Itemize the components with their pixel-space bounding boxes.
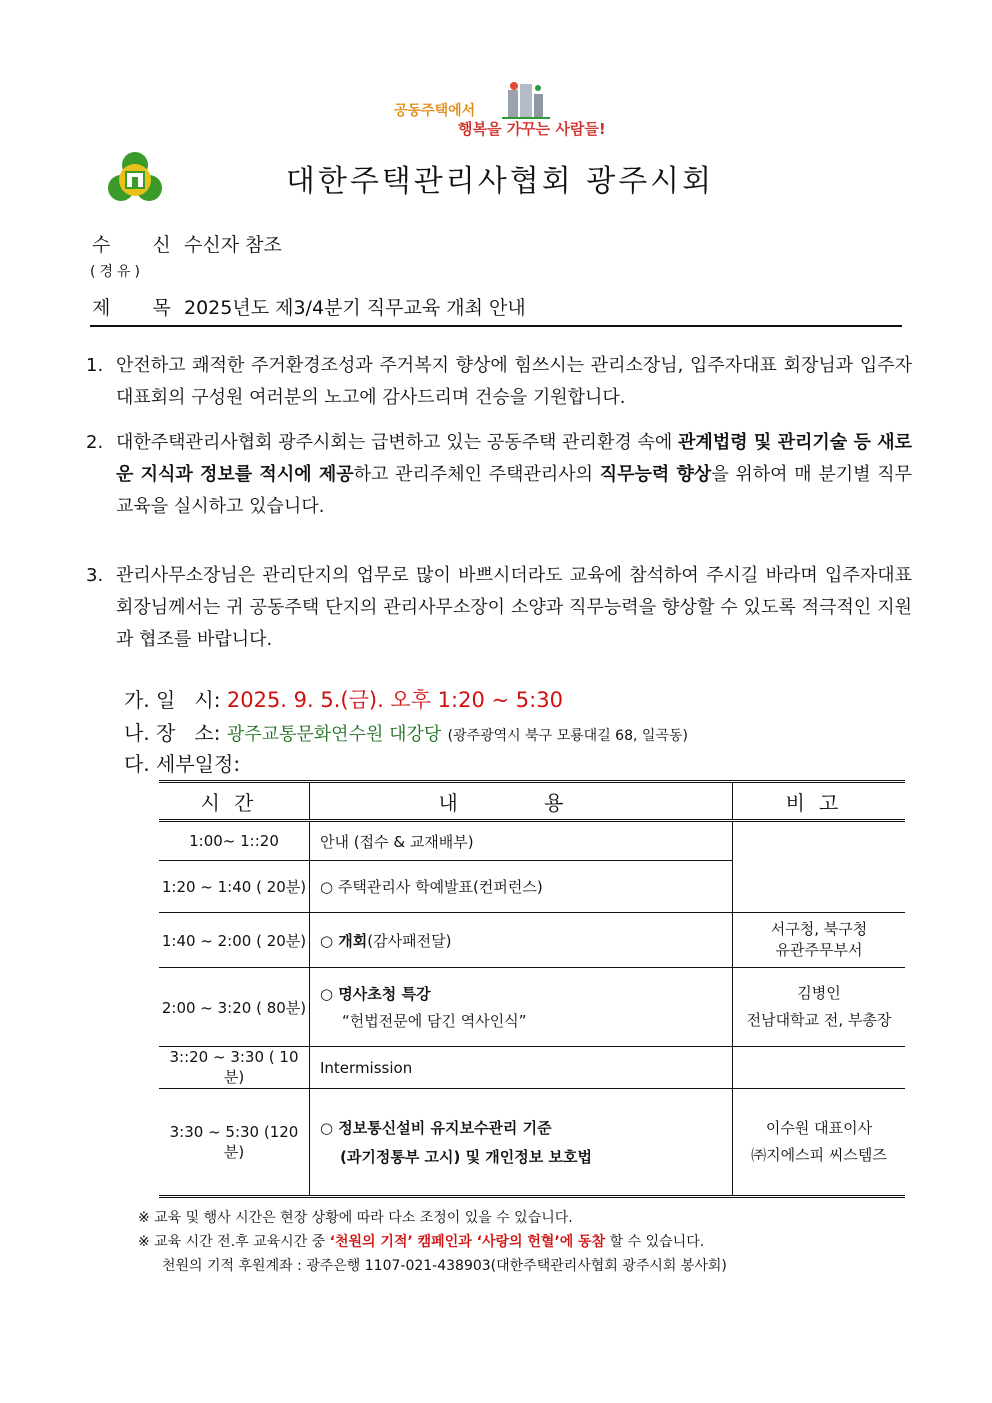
- paragraph-number: 1.: [86, 355, 104, 376]
- row-time: 3:30 ~ 5:30 (120분): [159, 1089, 310, 1197]
- recipient-label: 수 신: [92, 234, 189, 256]
- table-row: [159, 821, 905, 861]
- table-row: [159, 913, 905, 968]
- recipient-value: 수신자 참조: [184, 234, 282, 256]
- note-line: 이수원 대표이사: [765, 1119, 873, 1137]
- paragraph-text: 관리사무소장님은 관리단지의 업무로 많이 바쁘시더라도 교육에 참석하여 주시길 바라며 입주자대표회장님께서는 귀 공동주택 단지의 관리사무소장이 소양과 직무능력을 향상할 수 있도록 적극적인 지원과 협조를 바랍니다.: [116, 565, 912, 650]
- footnote-text: 할 수 있습니다.: [605, 1234, 705, 1250]
- paragraph-2: [86, 427, 912, 523]
- date-row: [124, 684, 563, 714]
- paragraph-1: [86, 350, 912, 414]
- paragraph-emphasis: 직무능력 향상: [599, 464, 712, 485]
- paragraph-emphasis: 관계법령 및 관리기술 등 새로운 지식과 정보를 적시에 제공: [116, 432, 912, 485]
- row-content: [310, 1089, 733, 1197]
- schedule-table: [159, 780, 905, 1198]
- table-row: [159, 1089, 905, 1197]
- row-content-bold: ○ 정보통신설비 유지보수관리 기준: [320, 1119, 552, 1137]
- note-line: 김병인: [797, 984, 841, 1002]
- association-logo-icon: [106, 150, 164, 206]
- row-time: 1:20 ~ 1:40 ( 20분): [159, 861, 310, 913]
- slogan-banner: [390, 78, 620, 150]
- header-divider: [90, 325, 902, 327]
- row-note: [733, 821, 906, 913]
- header-note: 비고: [733, 782, 906, 821]
- row-content: 안내 (접수 & 교재배부): [310, 821, 733, 861]
- table-header-row: [159, 782, 905, 821]
- paragraph-3: [86, 560, 912, 656]
- place-address: (광주광역시 북구 모룡대길 68, 일곡동): [447, 728, 688, 744]
- paragraph-text: 안전하고 쾌적한 주거환경조성과 주거복지 향상에 힘쓰시는 관리소장님, 입주자대표 회장님과 입주자대표회의 구성원 여러분의 노고에 감사드리며 건승을 기원합니다.: [116, 355, 912, 408]
- note-line: 서구청, 북구청: [770, 920, 868, 938]
- row-time: 2:00 ~ 3:20 ( 80분): [159, 968, 310, 1047]
- paragraph-text-part: 하고 관리주체인 주택관리사의: [353, 464, 600, 485]
- paragraph-text-part: 을 위하여 매 분기별 직무교육을 실시하고 있습니다.: [116, 464, 912, 517]
- paragraph-number: 3.: [86, 565, 104, 586]
- paragraph-number: 2.: [86, 432, 104, 453]
- note-line: 유관주무부서: [775, 941, 863, 959]
- subject-value: 2025년도 제3/4분기 직무교육 개최 안내: [184, 297, 526, 319]
- row-note: [733, 1089, 906, 1197]
- slogan-part2: 행복을 가꾸는 사람들!: [458, 120, 606, 138]
- date-label: 가. 일 시:: [124, 688, 221, 712]
- row-content-line2: “헌법전문에 담긴 역사인식”: [342, 1012, 527, 1030]
- header-time: 시간: [159, 782, 310, 821]
- date-value: 2025. 9. 5.(금). 오후 1:20 ~ 5:30: [226, 688, 563, 712]
- footnote-highlight: ‘천원의 기적’ 캠페인과 ‘사랑의 헌혈’에 동참: [329, 1234, 606, 1250]
- row-content-bold: ○ 개회: [320, 931, 368, 950]
- row-time: 1:40 ~ 2:00 ( 20분): [159, 913, 310, 968]
- paragraph-text: [116, 427, 912, 523]
- row-content: ○ 주택관리사 학예발표(컨퍼런스): [310, 861, 733, 913]
- row-content-bold: ○ 명사초청 특강: [320, 985, 431, 1003]
- place-value: 광주교통문화연수원 대강당: [226, 724, 442, 745]
- table-row: [159, 968, 905, 1047]
- row-content: Intermission: [310, 1047, 733, 1089]
- row-content: [310, 913, 733, 968]
- place-label: 나. 장 소:: [124, 721, 221, 745]
- row-time: 3::20 ~ 3:30 ( 10분): [159, 1047, 310, 1089]
- row-content: [310, 968, 733, 1047]
- table-row: [159, 1047, 905, 1089]
- schedule-label: 다. 세부일정:: [124, 752, 241, 776]
- paragraph-text-part: 대한주택관리사협회 광주시회는 급변하고 있는 공동주택 관리환경 속에: [116, 432, 679, 453]
- place-row: [124, 717, 688, 746]
- slogan-part1: 공동주택에서: [394, 103, 476, 119]
- footnote-3: 천원의 기적 후원계좌 : 광주은행 1107-021-438903(대한주택관리사협회 광주시회 봉사회): [162, 1258, 727, 1274]
- row-note: [733, 913, 906, 968]
- subject-label: 제 목: [92, 297, 189, 319]
- organization-name: 대한주택관리사협회 광주시회: [285, 164, 715, 199]
- row-content-rest: (감사패전달): [367, 931, 452, 950]
- row-time: 1:00~ 1::20: [159, 821, 310, 861]
- footnote-1: ※ 교육 및 행사 시간은 현장 상황에 따라 다소 조정이 있을 수 있습니다.: [138, 1210, 573, 1226]
- header-content: 내 용: [310, 782, 733, 821]
- footnote-2: [138, 1231, 704, 1251]
- row-note: [733, 1047, 906, 1089]
- row-note: [733, 968, 906, 1047]
- note-line: ㈜지에스피 씨스템즈: [751, 1146, 887, 1164]
- row-content-line2: (과기정통부 고시) 및 개인정보 보호법: [340, 1148, 592, 1166]
- footnote-text: ※ 교육 시간 전.후 교육시간 중: [138, 1234, 330, 1250]
- note-line: 전남대학교 전, 부총장: [746, 1011, 892, 1029]
- via-label: (경유): [90, 264, 144, 280]
